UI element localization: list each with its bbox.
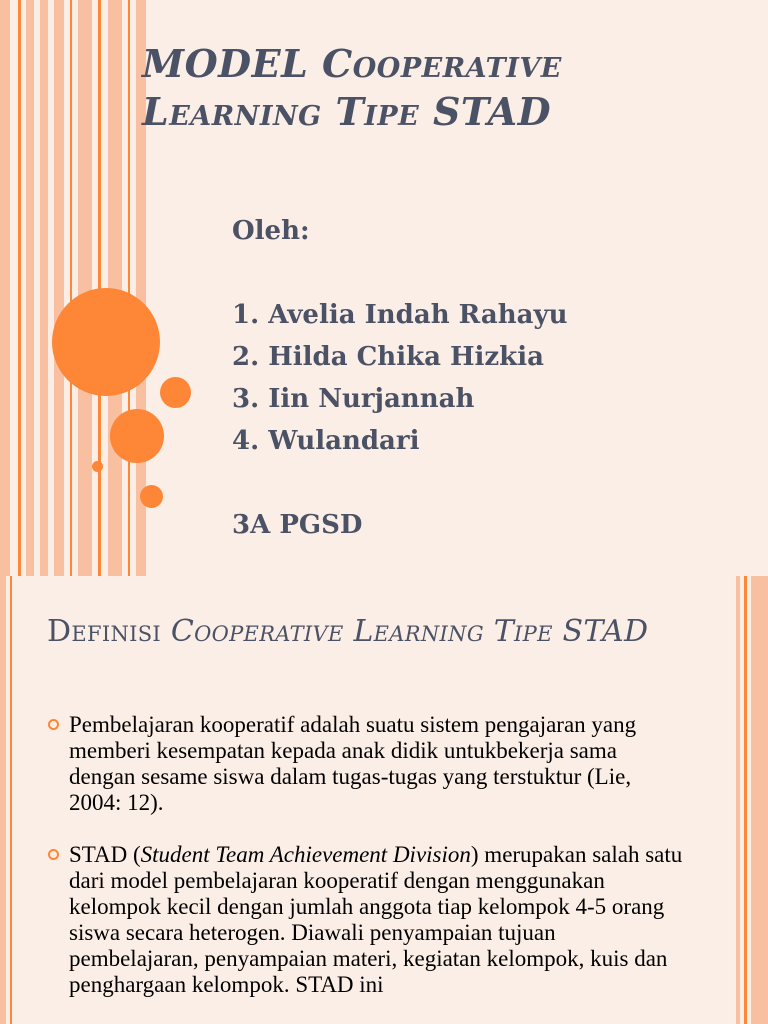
bullet-item bbox=[48, 712, 688, 816]
bullet-circle-icon bbox=[48, 849, 59, 860]
stripe bbox=[128, 0, 130, 576]
class-label: 3A PGSD bbox=[232, 510, 363, 540]
large-circle bbox=[52, 288, 160, 396]
title-line: Learning Tipe STAD bbox=[142, 89, 552, 134]
title-emphasis: Cooperative Learning Tipe STAD bbox=[170, 614, 649, 649]
stripe bbox=[0, 576, 6, 1024]
stripe bbox=[26, 0, 34, 576]
stripe bbox=[70, 0, 72, 576]
bullet-text: Pembelajaran kooperatif adalah suatu sistem pengajaran yang memberi kesempatan kepada anak didik untukbekerja sama dengan sesame siswa dalam tugas-tugas yang terstuktur (Lie, 2004: 12). bbox=[69, 712, 637, 815]
title-line: MODEL Cooperative bbox=[142, 41, 562, 86]
bullet-emphasis: Student Team Achievement Division bbox=[140, 842, 471, 867]
author-item: 1. Avelia Indah Rahayu bbox=[232, 300, 568, 330]
author-item: 2. Hilda Chika Hizkia bbox=[232, 342, 544, 372]
medium-circle bbox=[110, 409, 164, 463]
stripe bbox=[0, 0, 10, 576]
stripe bbox=[751, 576, 768, 1024]
definition-slide bbox=[0, 576, 768, 1024]
author-item: 3. Iin Nurjannah bbox=[232, 384, 475, 414]
stripe bbox=[18, 0, 21, 576]
stripe bbox=[40, 0, 48, 576]
author-item: 4. Wulandari bbox=[232, 426, 420, 456]
small-circle bbox=[160, 377, 191, 408]
stripe bbox=[54, 0, 64, 576]
spacer bbox=[232, 252, 752, 294]
spacer bbox=[232, 462, 752, 504]
tiny-circle bbox=[92, 461, 103, 472]
stripe bbox=[78, 0, 92, 576]
stripe bbox=[10, 576, 12, 1024]
bullet-text: STAD ( bbox=[69, 842, 141, 867]
stripe bbox=[736, 576, 740, 1024]
slide-title bbox=[142, 40, 742, 136]
bullet-item bbox=[48, 842, 688, 998]
bullet-text: ) merupakan salah satu dari model pembelajaran kooperatif dengan menggunakan kelompok kecil dengan jumlah anggota tiap kelompok 4-5 orang siswa secara heterogen. Diawali penyampaian tujuan pembelajaran, penyampaian materi, kegiatan kelompok, kuis dan penghargaan kelompok. STAD ini bbox=[69, 842, 683, 997]
bullet-list bbox=[48, 712, 688, 1024]
slide-title bbox=[47, 612, 687, 652]
by-label: Oleh: bbox=[232, 216, 310, 246]
stripe bbox=[744, 576, 747, 1024]
small-circle bbox=[140, 485, 163, 508]
bullet-circle-icon bbox=[48, 719, 59, 730]
title-prefix: Definisi bbox=[47, 614, 171, 649]
author-block bbox=[232, 210, 752, 546]
